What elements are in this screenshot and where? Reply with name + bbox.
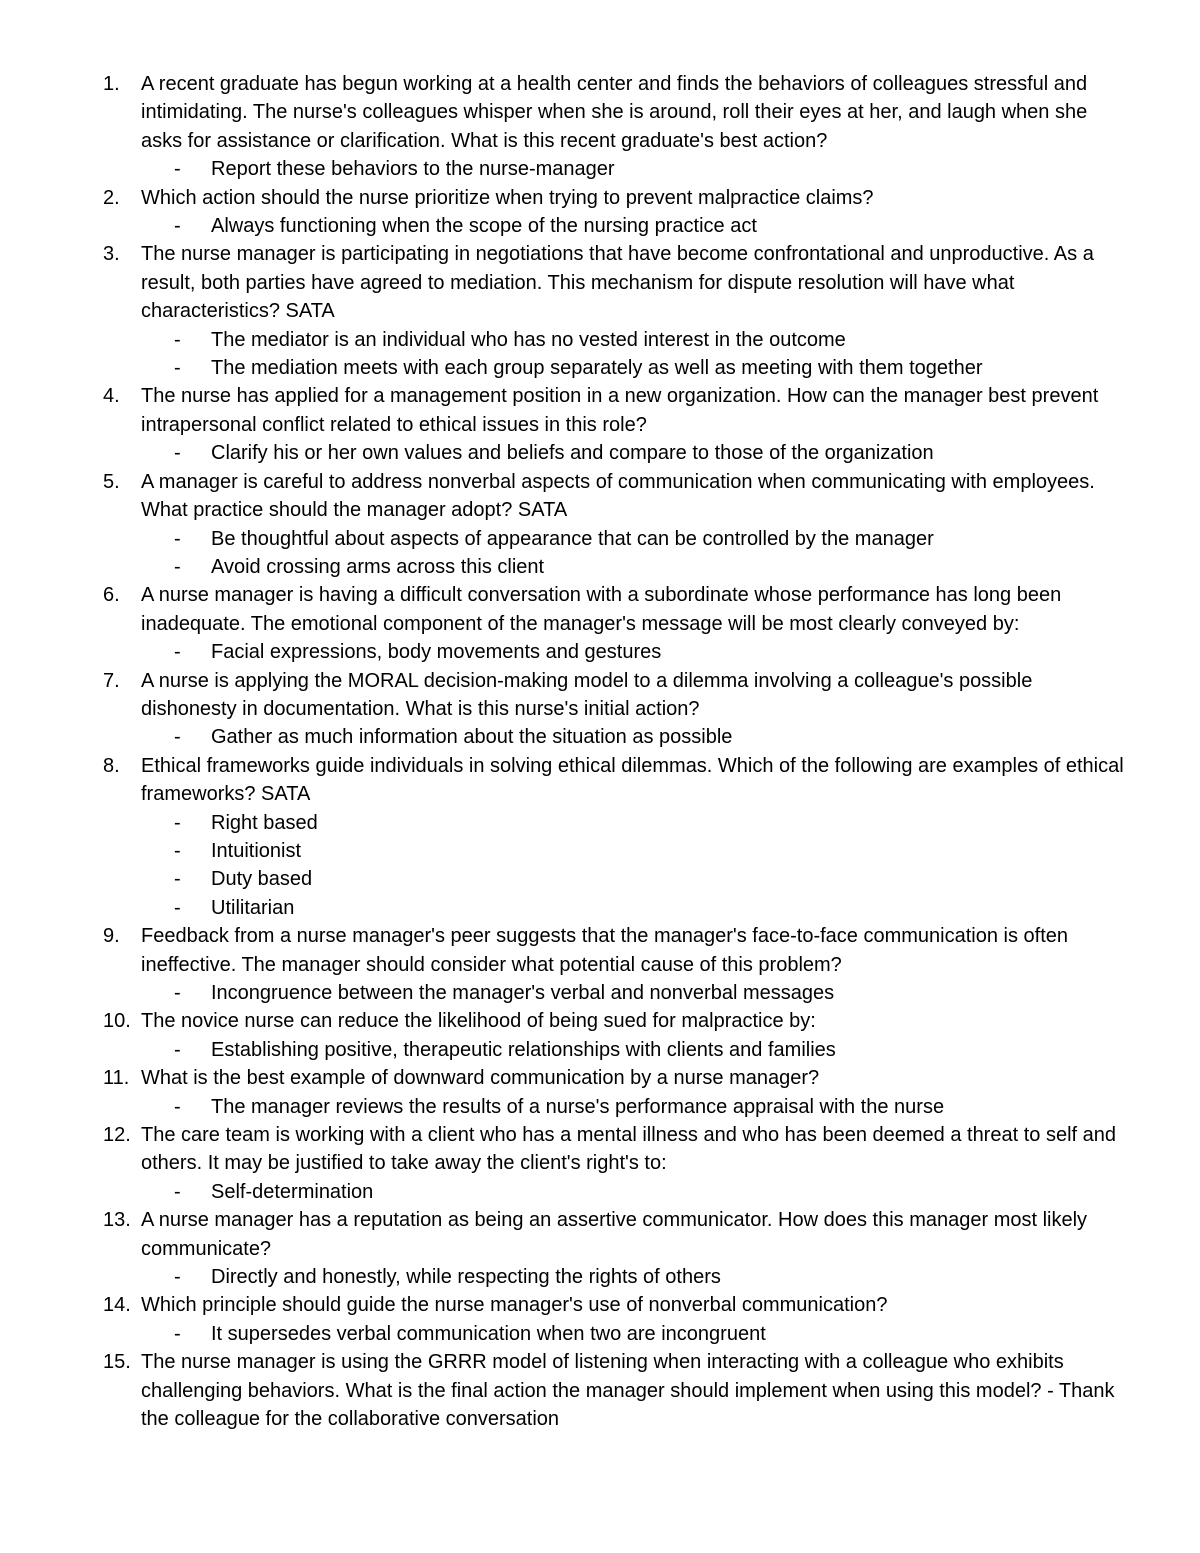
answer-list: [141, 212, 1125, 240]
dash-bullet-icon: -: [174, 215, 181, 238]
question-number: 3.: [103, 243, 120, 266]
question-number: 1.: [103, 73, 120, 95]
dash-bullet-icon: -: [174, 1038, 181, 1061]
answer-text: Establishing positive, therapeutic relationships with clients and families: [211, 1038, 836, 1061]
question-item: [0, 468, 1200, 582]
answer-text: Utilitarian: [211, 896, 295, 919]
answer-text: Right based: [211, 811, 318, 834]
answer-list: [141, 1093, 1125, 1121]
answer-text: Intuitionist: [211, 839, 302, 862]
question-item: [0, 1121, 1200, 1206]
dash-bullet-icon: -: [174, 555, 181, 578]
dash-bullet-icon: -: [174, 357, 181, 380]
answer-list: [141, 1036, 1125, 1064]
answer-text: Clarify his or her own values and beliefs and compare to those of the organization: [211, 442, 934, 465]
question-text: Feedback from a nurse manager's peer suggests that the manager's face-to-face communication is often ineffective. The manager should consider what potential cause of this problem?: [141, 925, 1069, 976]
question-text: The nurse manager is using the GRRR model of listening when interacting with a colleague who exhibits challenging behaviors. What is the final action the manager should implement when using this model? - Thank the colleague for the collaborative conversation: [141, 1351, 1115, 1431]
question-number: 4.: [103, 385, 120, 408]
answer-item: [141, 1263, 1125, 1291]
question-text: Ethical frameworks guide individuals in solving ethical dilemmas. Which of the following are examples of ethical frameworks? SATA: [141, 754, 1124, 806]
answer-text: Duty based: [211, 868, 313, 891]
dash-bullet-icon: -: [174, 868, 181, 891]
question-number: 12.: [103, 1124, 131, 1147]
answer-item: [141, 354, 1125, 382]
answer-item: [141, 723, 1125, 751]
question-item: [0, 240, 1200, 382]
answer-text: Directly and honestly, while respecting the rights of others: [211, 1266, 721, 1289]
answer-item: [141, 155, 1125, 183]
answer-list: [141, 723, 1125, 751]
answer-list: [141, 155, 1125, 183]
question-text: Which principle should guide the nurse manager's use of nonverbal communication?: [141, 1294, 888, 1317]
question-item: [0, 184, 1200, 241]
question-item: [0, 581, 1200, 666]
question-item: [0, 382, 1200, 467]
answer-list: [141, 326, 1125, 383]
answer-item: [141, 638, 1125, 666]
answer-list: [141, 809, 1125, 923]
answer-text: Self-determination: [211, 1180, 374, 1203]
question-number: 2.: [103, 186, 120, 209]
dash-bullet-icon: -: [174, 896, 181, 919]
dash-bullet-icon: -: [174, 527, 181, 550]
dash-bullet-icon: -: [174, 726, 181, 749]
answer-list: [141, 638, 1125, 666]
answer-item: [141, 525, 1125, 553]
answer-text: Always functioning when the scope of the nursing practice act: [211, 215, 757, 238]
question-item: [0, 922, 1200, 1007]
question-item: [0, 752, 1200, 922]
dash-bullet-icon: -: [174, 1095, 181, 1118]
answer-item: [141, 809, 1125, 837]
question-number: 6.: [103, 584, 120, 607]
answer-list: [141, 439, 1125, 467]
question-number: 11.: [103, 1067, 130, 1090]
answer-item: [141, 979, 1125, 1007]
question-text: A nurse manager has a reputation as being an assertive communicator. How does this manager most likely communicate?: [141, 1209, 1088, 1260]
answer-text: The mediation meets with each group separately as well as meeting with them together: [211, 357, 983, 380]
dash-bullet-icon: -: [174, 1180, 181, 1203]
dash-bullet-icon: -: [174, 641, 181, 664]
answer-item: [141, 1093, 1125, 1121]
answer-item: [141, 1036, 1125, 1064]
question-list: [0, 70, 1200, 1434]
answer-item: [141, 837, 1125, 865]
question-item: [0, 1348, 1200, 1433]
question-number: 7.: [103, 669, 120, 692]
answer-list: [141, 1320, 1125, 1348]
dash-bullet-icon: -: [174, 839, 181, 862]
answer-text: Be thoughtful about aspects of appearance that can be controlled by the manager: [211, 527, 934, 550]
answer-item: [141, 439, 1125, 467]
answer-list: [141, 525, 1125, 582]
question-text: A manager is careful to address nonverbal aspects of communication when communicating with employees. What practice should the manager adopt? SATA: [141, 470, 1095, 522]
question-number: 9.: [103, 925, 120, 948]
question-item: [0, 1291, 1200, 1348]
question-text: What is the best example of downward communication by a nurse manager?: [141, 1067, 820, 1090]
answer-text: Report these behaviors to the nurse-manager: [211, 158, 615, 181]
answer-list: [141, 979, 1125, 1007]
question-text: The care team is working with a client who has a mental illness and who has been deemed a threat to self and others. It may be justified to take away the client's right's to:: [141, 1124, 1116, 1175]
dash-bullet-icon: -: [174, 328, 181, 351]
question-text: A recent graduate has begun working at a health center and finds the behaviors of colleagues stressful and intimidating. The nurse's colleagues whisper when she is around, roll their eyes at her, and laugh when she asks for assistance or clarification. What is this recent graduate's best action?: [141, 73, 1088, 152]
answer-text: Avoid crossing arms across this client: [211, 555, 545, 578]
answer-item: [141, 1178, 1125, 1206]
answer-item: [141, 894, 1125, 922]
question-text: A nurse is applying the MORAL decision-making model to a dilemma involving a colleague's possible dishonesty in documentation. What is this nurse's initial action?: [141, 669, 1033, 720]
question-item: [0, 70, 1200, 184]
dash-bullet-icon: -: [174, 811, 181, 834]
question-item: [0, 1007, 1200, 1064]
question-text: The nurse manager is participating in negotiations that have become confrontational and unproductive. As a result, both parties have agreed to mediation. This mechanism for dispute resolution will have what characteristics? SATA: [141, 243, 1094, 323]
answer-text: The mediator is an individual who has no vested interest in the outcome: [211, 328, 846, 351]
dash-bullet-icon: -: [174, 442, 181, 465]
answer-item: [141, 212, 1125, 240]
answer-list: [141, 1178, 1125, 1206]
dash-bullet-icon: -: [174, 1322, 181, 1345]
answer-list: [141, 1263, 1125, 1291]
question-text: The nurse has applied for a management position in a new organization. How can the manager best prevent intrapersonal conflict related to ethical issues in this role?: [141, 385, 1099, 436]
dash-bullet-icon: -: [174, 158, 181, 181]
answer-text: Gather as much information about the situation as possible: [211, 726, 733, 749]
question-number: 10.: [103, 1010, 131, 1033]
question-item: [0, 1206, 1200, 1291]
answer-text: Facial expressions, body movements and gestures: [211, 641, 662, 664]
dash-bullet-icon: -: [174, 982, 181, 1004]
answer-item: [141, 553, 1125, 581]
dash-bullet-icon: -: [174, 1266, 181, 1289]
answer-text: Incongruence between the manager's verbal and nonverbal messages: [211, 982, 835, 1004]
answer-item: [141, 326, 1125, 354]
question-text: A nurse manager is having a difficult conversation with a subordinate whose performance has long been inadequate. The emotional component of the manager's message will be most clearly conveyed by:: [141, 584, 1062, 635]
question-item: [0, 1064, 1200, 1121]
answer-text: It supersedes verbal communication when two are incongruent: [211, 1322, 766, 1345]
answer-text: The manager reviews the results of a nurse's performance appraisal with the nurse: [211, 1095, 945, 1118]
question-text: Which action should the nurse prioritize when trying to prevent malpractice claims?: [141, 186, 874, 209]
answer-item: [141, 1320, 1125, 1348]
question-number: 5.: [103, 470, 120, 493]
document-page: [0, 70, 1200, 1434]
answer-item: [141, 865, 1125, 893]
question-item: [0, 667, 1200, 752]
question-number: 15.: [103, 1351, 131, 1374]
question-number: 8.: [103, 754, 120, 777]
question-number: 13.: [103, 1209, 131, 1232]
question-number: 14.: [103, 1294, 131, 1317]
question-text: The novice nurse can reduce the likelihood of being sued for malpractice by:: [141, 1010, 816, 1033]
